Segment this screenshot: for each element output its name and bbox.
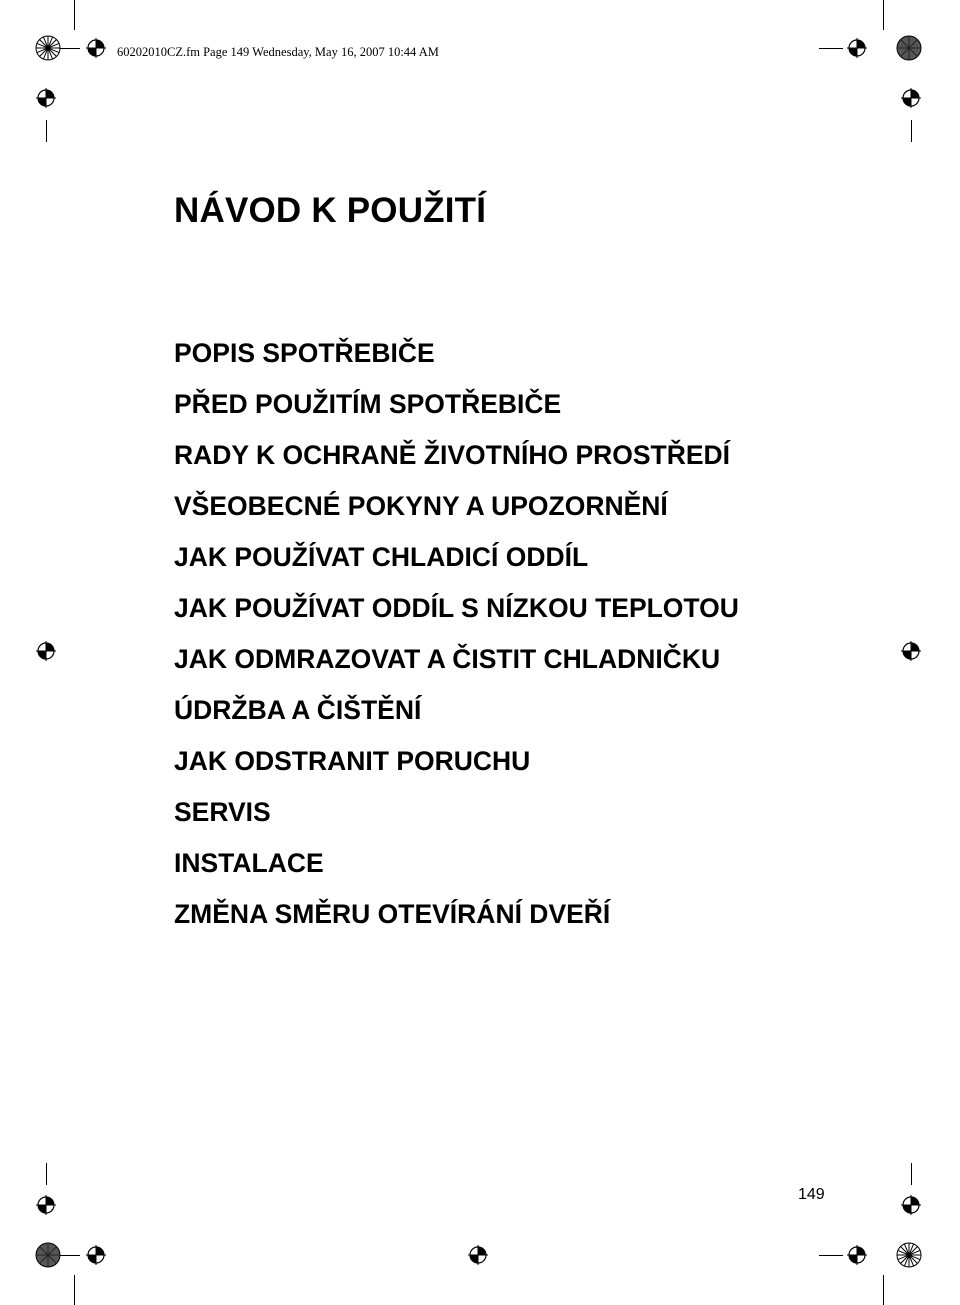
star-target-icon [34, 34, 62, 62]
crop-line-bottom-right [883, 1275, 884, 1305]
reg-line [819, 48, 843, 49]
registration-mark-icon [34, 639, 58, 663]
crop-line-right-lower [911, 1163, 912, 1185]
reg-line [60, 48, 80, 49]
toc-item: VŠEOBECNÉ POKYNY A UPOZORNĚNÍ [174, 491, 668, 521]
registration-mark-icon [84, 1243, 108, 1267]
registration-mark-icon [34, 1193, 58, 1217]
toc-item: ZMĚNA SMĚRU OTEVÍRÁNÍ DVEŘÍ [174, 899, 611, 929]
toc-item: PŘED POUŽITÍM SPOTŘEBIČE [174, 389, 562, 419]
crop-line-top-right [883, 0, 884, 30]
toc-item: INSTALACE [174, 848, 324, 878]
table-of-contents [174, 336, 739, 948]
toc-item: JAK POUŽÍVAT ODDÍL S NÍZKOU TEPLOTOU [174, 593, 739, 623]
crop-line-right-upper [911, 120, 912, 142]
page-number: 149 [798, 1186, 825, 1203]
toc-item: JAK POUŽÍVAT CHLADICÍ ODDÍL [174, 542, 589, 572]
registration-mark-icon [466, 1243, 490, 1267]
print-slug: 60202010CZ.fm Page 149 Wednesday, May 16, 2007 10:44 AM [117, 45, 439, 59]
toc-item: ÚDRŽBA A ČIŠTĚNÍ [174, 695, 422, 725]
registration-mark-icon [845, 36, 869, 60]
crop-line-left-upper [46, 120, 47, 142]
star-target-icon [34, 1241, 62, 1269]
reg-line [60, 1255, 80, 1256]
registration-mark-icon [845, 1243, 869, 1267]
toc-item: RADY K OCHRANĚ ŽIVOTNÍHO PROSTŘEDÍ [174, 440, 731, 470]
crop-line-bottom-left [74, 1275, 75, 1305]
star-target-icon [895, 1241, 923, 1269]
toc-item: JAK ODSTRANIT PORUCHU [174, 746, 531, 776]
crop-line-top-left [74, 0, 75, 30]
registration-mark-icon [34, 86, 58, 110]
toc-item: POPIS SPOTŘEBIČE [174, 338, 435, 368]
document-title: NÁVOD K POUŽITÍ [174, 191, 487, 230]
registration-mark-icon [84, 36, 108, 60]
star-target-icon [895, 34, 923, 62]
crop-line-left-lower [46, 1163, 47, 1185]
registration-mark-icon [899, 86, 923, 110]
reg-line [819, 1255, 843, 1256]
registration-mark-icon [899, 1193, 923, 1217]
registration-mark-icon [899, 639, 923, 663]
toc-item: JAK ODMRAZOVAT A ČISTIT CHLADNIČKU [174, 644, 721, 674]
toc-item: SERVIS [174, 797, 271, 827]
